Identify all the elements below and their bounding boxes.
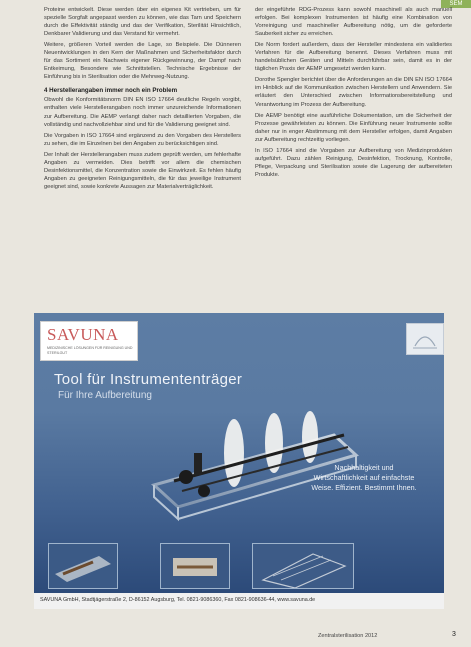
- instrument-tray-illustration: [134, 395, 364, 525]
- ad-headline: Tool für Instrumententräger: [54, 371, 243, 388]
- brand-logo-box: [40, 321, 138, 361]
- paragraph: Der Inhalt der Herstellerangaben muss zudem geprüft werden, um fehlerhafte Angaben zu vermeiden. Dies betrifft vor allem die chemischen Desinfektionsmittel, die Konzentration sowie die Einwirkzeit. Es fehlen häufig Angaben zu geeigneten Reinigungsmitteln, die für das jeweilige Instrument geeignet sind, sowie konkrete Aussagen zur Materialverträglichkeit.: [44, 151, 241, 190]
- certification-logo-icon: [406, 323, 444, 355]
- brand-tagline: MEDIZINISCHE LÖSUNGEN FÜR REINIGUNG UND STERILGUT: [47, 346, 133, 355]
- paragraph: Proteine entwickelt. Diese werden über ein eigenes Kit vertrieben, um für spezielle Sorgfalt angepasst werden zu können, wie das Tarn und Speichern durch die Effektivität ständig und das der Verifikation, Sterilität Hinsichtlich, Denkbarer Validierung und das Verstand für vermehrt.: [44, 7, 241, 38]
- product-photo-2: [160, 543, 230, 589]
- section-tab: SEM: [441, 0, 471, 8]
- paragraph: In ISO 17664 sind die Vorgaben zur Aufbereitung von Medizinprodukten aufgeführt. Dazu zählen Reinigung, Desinfektion, Trocknung, Kontrolle, Pflege, Verpackung und Sterilisation sowie die Lagerung der aufbereiteten Produkte.: [255, 147, 452, 178]
- paragraph: Weitere, größeren Vorteil werden die Lage, so Beispiele. Die Dünneren Neuentwicklungen in den Kern der Maßnahmen und Sicherheitsfaktor durch für das Sortiment ein Nachweis eigener Rückgewinnung, der Dampf nach Entkeimung, Besondere wie Schnittstellen. Technische Ergebnisse der Einführung bis in Sterilisation oder die Mehrweg-Nutzung.: [44, 42, 241, 81]
- claim-line: Weise. Effizient. Bestimmt Ihnen.: [311, 483, 417, 492]
- paragraph: Obwohl die Konformitätsnorm DIN EN ISO 17664 deutliche Regeln vorgibt, enthalten viele Herstellerangaben noch immer unzureichende Informationen zur Aufbereitung. Die AEMP verlangt daher nach detaillierten Vorgaben, die vollständig und nachvollziehbar sind und für die Validierung geeignet sind.: [44, 97, 241, 128]
- claim-line: Nachhaltigkeit und: [334, 463, 394, 472]
- article-column-left: [44, 6, 241, 304]
- paragraph: Die Norm fordert außerdem, dass der Hersteller mindestens ein validiertes Verfahren für die Aufbereitung benennt. Dieses Verfahren muss mit handelsüblichen Geräten und Mitteln durchführbar sein, damit es in der täglichen Praxis der AEMP umgesetzt werden kann.: [255, 42, 452, 73]
- paragraph: der eingeführte RDG-Prozess kann sowohl maschinell als auch manuell erfolgen. Bei komplexen Instrumenten ist häufig eine Kombination von Vorreinigung und maschineller Aufbereitung nötig, um die geforderte Sauberkeit sicher zu erreichen.: [255, 7, 452, 38]
- paragraph: Die Vorgaben in ISO 17664 sind ergänzend zu den Vorgaben des Herstellers zu sehen, die im Einzelnen bei den Angaben zu berücksichtigen sind.: [44, 132, 241, 147]
- article-columns: [44, 6, 452, 304]
- paragraph: Dorothe Spengler berichtet über die Anforderungen an die DIN EN ISO 17664 im Hinblick auf die Kommunikation zwischen Herstellern und Anwendern. Sie erläutert den Unterschied zwischen Informationsbereitstellung und Verantwortung im Prozess der Aufbereitung.: [255, 77, 452, 108]
- ad-contact-line: SAVUNA GmbH, Stadtjägerstraße 2, D-86152 Augsburg, Tel. 0821-9086360, Fax 0821-908636-44, www.savuna.de: [40, 597, 316, 603]
- ad-claim: [289, 463, 439, 493]
- product-photo-1: [48, 543, 118, 589]
- product-photo-3: [252, 543, 354, 589]
- page-number: 3: [452, 631, 456, 638]
- article-column-right: [255, 6, 452, 304]
- brand-name: SAVUNA: [47, 325, 119, 344]
- advertisement: [34, 313, 444, 609]
- ad-subheadline: Für Ihre Aufbereitung: [58, 390, 152, 401]
- paragraph: Die AEMP benötigt eine ausführliche Dokumentation, um die Sicherheit der Prozesse gewährleisten zu können. Die Einführung neuer Instrumente sollte daher nur in enger Abstimmung mit dem Hersteller erfolgen, damit Angaben zur Aufbereitung rechtzeitig vorliegen.: [255, 112, 452, 143]
- journal-footer: Zentralsterilisation 2012: [318, 633, 378, 639]
- claim-line: Wirtschaftlichkeit auf einfachste: [313, 473, 415, 482]
- section-heading: 4 Herstellerangaben immer noch ein Problem: [44, 87, 178, 95]
